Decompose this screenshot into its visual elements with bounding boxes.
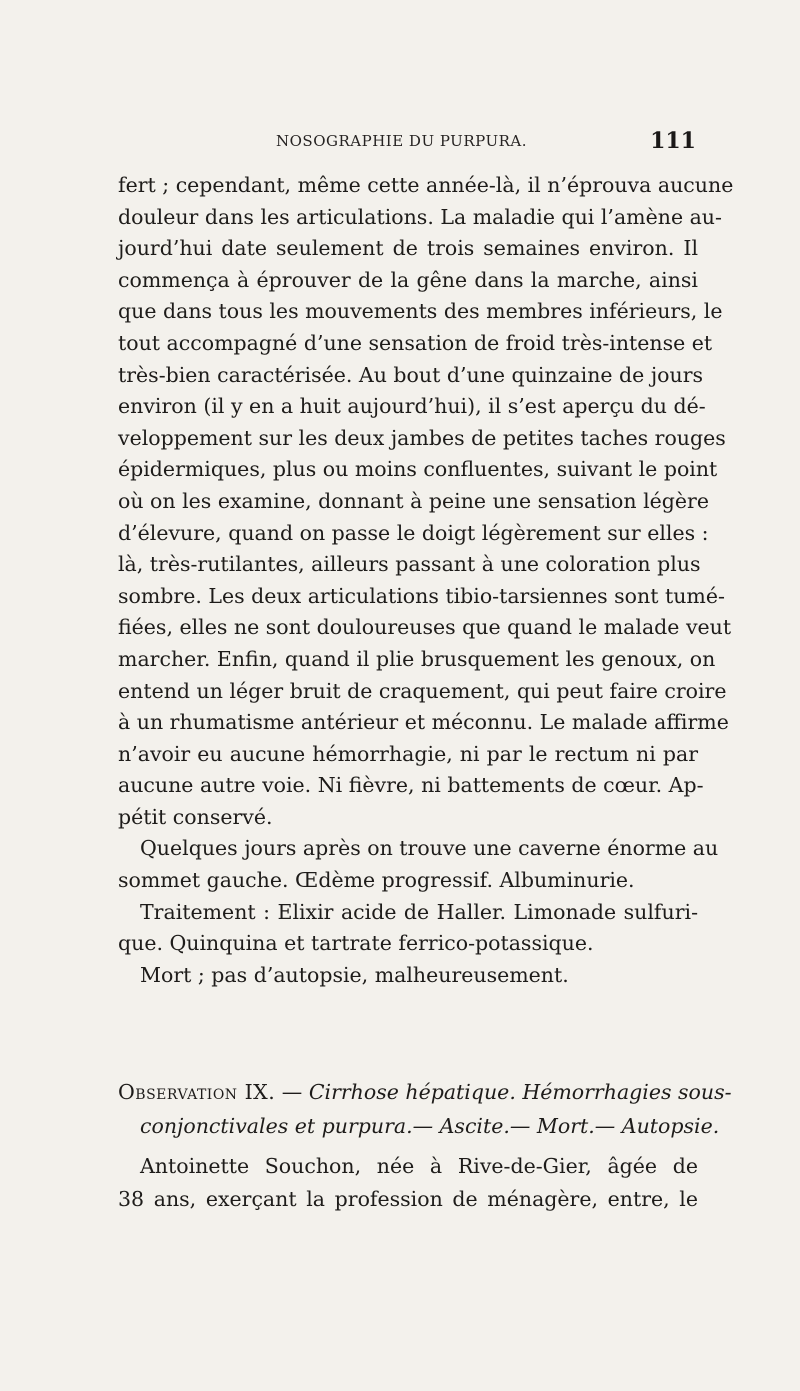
text-line: entend un léger bruit de craquement, qui peut faire croire [118, 678, 727, 703]
observation-label: Observation IX. [118, 1080, 276, 1104]
text-line: pétit conservé. [118, 804, 273, 829]
paragraph-1 [118, 170, 734, 833]
paragraph-4 [118, 960, 698, 992]
text-line: d’élevure, quand on passe le doigt légèrement sur elles : [118, 520, 709, 545]
text-line: commença à éprouver de la gêne dans la marche, ainsi [118, 267, 698, 292]
text-line: Quelques jours après on trouve une caverne énorme au [140, 836, 719, 861]
observation-line-2: conjonctivales et purpura.— Ascite.— Mort.— Autopsie. [140, 1114, 720, 1138]
text-line: aucune autre voie. Ni fièvre, ni battements de cœur. Ap- [118, 773, 704, 798]
text-line: que dans tous les mouvements des membres inférieurs, le [118, 299, 723, 324]
observation-line-1 [118, 1075, 732, 1109]
text-line: Mort ; pas d’autopsie, malheureusement. [140, 962, 569, 987]
text-line: sommet gauche. Œdème progressif. Albuminurie. [118, 868, 635, 893]
text-line: 38 ans, exerçant la profession de ménagère, entre, le [118, 1187, 698, 1211]
text-line: marcher. Enfin, quand il plie brusquement les genoux, on [118, 646, 716, 671]
page-number: 111 [650, 128, 696, 154]
text-line: veloppement sur les deux jambes de petites taches rouges [118, 425, 726, 450]
text-line: Antoinette Souchon, née à Rive-de-Gier, âgée de [140, 1154, 698, 1178]
text-line: que. Quinquina et tartrate ferrico-potassique. [118, 931, 594, 956]
text-line: Traitement : Elixir acide de Haller. Limonade sulfuri- [140, 899, 698, 924]
text-line: où on les examine, donnant à peine une sensation légère [118, 488, 709, 513]
observation-heading [118, 1075, 732, 1143]
observation-title: Cirrhose hépatique. Hémorrhagies sous- [308, 1080, 732, 1104]
text-line: fert ; cependant, même cette année-là, il n’éprouva aucune [118, 173, 734, 197]
text-line: jourd’hui date seulement de trois semaines environ. Il [118, 236, 698, 261]
observation-dash: — [275, 1080, 309, 1104]
text-line: épidermiques, plus ou moins confluentes, suivant le point [118, 457, 718, 482]
paragraph-3 [118, 897, 698, 960]
text-line: tout accompagné d’une sensation de froid très-intense et [118, 330, 713, 355]
main-text [118, 170, 734, 991]
text-line: environ (il y en a huit aujourd’hui), il s’est aperçu du dé- [118, 394, 706, 419]
page-header [118, 128, 698, 160]
text-line: n’avoir eu aucune hémorrhagie, ni par le rectum ni par [118, 741, 698, 766]
text-line: fiées, elles ne sont douloureuses que quand le malade veut [118, 615, 732, 640]
text-line: sombre. Les deux articulations tibio-tarsiennes sont tumé- [118, 583, 725, 608]
paragraph-5 [118, 1150, 698, 1216]
paragraph-2 [118, 833, 719, 896]
text-line: à un rhumatisme antérieur et méconnu. Le malade affirme [118, 710, 729, 735]
running-head: NOSOGRAPHIE DU PURPURA. [276, 132, 527, 150]
text-line: très-bien caractérisée. Au bout d’une quinzaine de jours [118, 362, 704, 387]
text-line: douleur dans les articulations. La maladie qui l’amène au- [118, 204, 722, 229]
text-line: là, très-rutilantes, ailleurs passant à une coloration plus [118, 552, 701, 577]
